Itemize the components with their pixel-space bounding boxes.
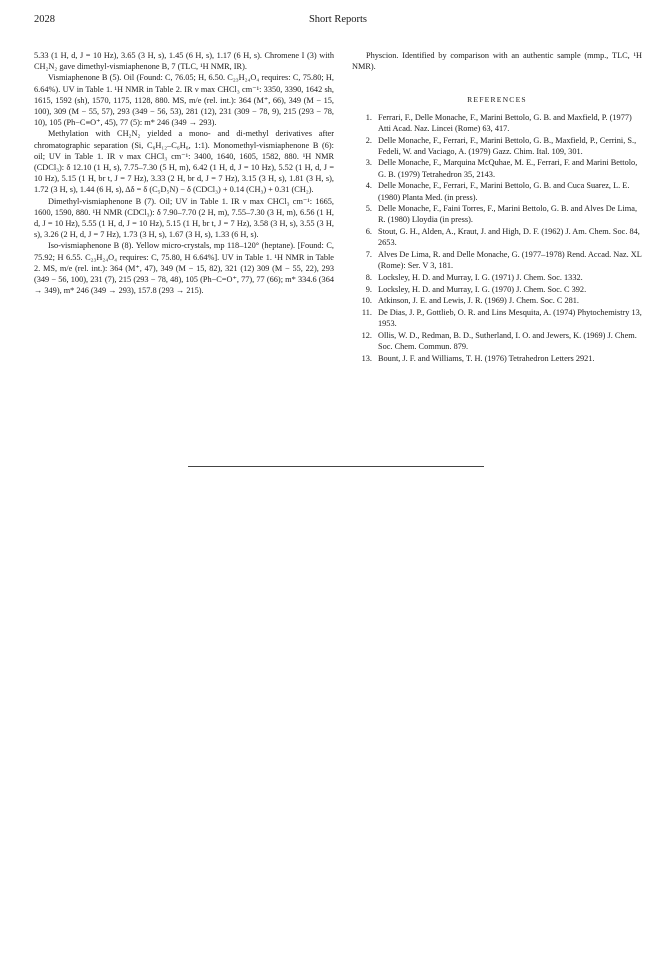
reference-text: Delle Monache, F., Marquina McQuhae, M. E., Ferrari, F. and Marini Bettolo, G. B. (1979) Tetrahedron 35, 2143. [378,158,638,179]
reference-item [352,272,642,283]
references-heading: REFERENCES [467,95,527,105]
paragraph-methylation: Methylation with CH₂N₂ yielded a mono- and di-methyl derivatives after chromatographic separation (Si, C₆H₁₂–C₆H₆, 1:1). Monomethyl-vismiaphenone B (6): oil; UV in Table 1. IR ν max CHCl₃ cm⁻¹: 3400, 1640, 1605, 1582, 880. ¹H NMR (CDCl₃): δ 12.10 (1 H, s), 7.75–7.30 (5 H, m), 6.42 (1 H, d, J = 10 Hz), 5.52 (1 H, d, J = 10 Hz), 5.15 (1 H, br t, J = 7 Hz), 3.33 (2 H, br d, J = 7 Hz), 3.15 (3 H, s), 1.81 (3 H, s), 1.72 (3 H, s), 1.44 (6 H, s), Δδ = δ (C₅D₅N) − δ (CDCl₃) + 0.14 (CH₃) + 0.31 (CH₂). [34,129,334,195]
reference-number: 11. [361,308,372,318]
reference-number: 10. [361,296,372,306]
left-column [34,50,334,296]
paragraph-physcion: Physcion. Identified by comparison with an authentic sample (mmp., TLC, ¹H NMR). [352,51,642,72]
reference-item [352,157,642,179]
reference-text: Ferrari, F., Delle Monache, F., Marini Bettolo, G. B. and Maxfield, P. (1977) Atti Acad. Naz. Lincei (Rome) 63, 417. [378,112,632,133]
reference-number: 5. [365,204,372,214]
reference-number: 3. [365,158,372,168]
reference-number: 9. [365,284,372,294]
reference-number: 13. [361,353,372,363]
reference-item [352,353,642,364]
right-column [352,50,642,365]
end-rule [188,466,484,467]
reference-text: Alves De Lima, R. and Delle Monache, G. (1977–1978) Rend. Accad. Naz. XL (Rome): Ser. V 3, 181. [378,250,642,271]
reference-item [352,226,642,248]
reference-text: Delle Monache, F., Ferrari, F., Marini Bettolo, G. B., Maxfield, P., Cerrini, S., Fedeli, W. and Vaciago, A. (1979) Gazz. Chim. Ital. 109, 301. [378,135,637,156]
reference-number: 4. [365,181,372,191]
reference-item [352,112,642,134]
reference-text: Stout, G. H., Alden, A., Kraut, J. and High, D. F. (1962) J. Am. Chem. Soc. 84, 2653. [378,227,640,248]
paragraph-dimethyl-vismiaphenone: Dimethyl-vismiaphenone B (7). Oil; UV in Table 1. IR ν max CHCl₃ cm⁻¹: 1665, 1600, 1590, 880. ¹H NMR (CDCl₃): δ 7.90–7.70 (2 H, m), 7.55–7.30 (3 H, m), 6.56 (1 H, d, J = 10 Hz), 5.55 (1 H, d, J = 10 Hz), 5.15 (1 H, br t, J = 7 Hz), 3.58 (3 H, s), 3.55 (3 H, s), 3.26 (2 H, d, J = 7 Hz), 1.73 (3 H, s), 1.67 (3 H, s), 1.33 (6 H, s). [34,196,334,240]
reference-number: 7. [365,250,372,260]
reference-text: Ollis, W. D., Redman, B. D., Sutherland, I. O. and Jewers, K. (1969) J. Chem. Soc. Chem. Commun. 879. [378,330,637,352]
reference-item [352,249,642,271]
reference-number: 8. [365,272,372,282]
reference-text: Atkinson, J. E. and Lewis, J. R. (1969) J. Chem. Soc. C 281. [378,296,579,306]
reference-item [352,330,642,352]
reference-item [352,295,642,306]
page-header [34,14,642,30]
reference-text: Delle Monache, F., Ferrari, F., Marini Bettolo, G. B. and Cuca Suarez, L. E. (1980) Planta Med. (in press). [378,181,630,202]
reference-text: Locksley, H. D. and Murray, I. G. (1971) J. Chem. Soc. 1332. [378,272,583,282]
references-list [352,112,642,364]
reference-text: Delle Monache, F., Faini Torres, F., Marini Bettolo, G. B. and Alves De Lima, R. (1980) Lloydia (in press). [378,204,638,225]
reference-text: Locksley, H. D. and Murray, I. G. (1970) J. Chem. Soc. C 392. [378,284,587,294]
paragraph-chromene: 5.33 (1 H, d, J = 10 Hz), 3.65 (3 H, s), 1.45 (6 H, s), 1.17 (6 H, s). Chromene I (3) with CH₂N₂ gave dimethyl-vismiaphenone B, 7 (TLC, ¹H NMR, IR). [34,51,334,72]
reference-text: De Dias, J. P., Gottlieb, O. R. and Lins Mesquita, A. (1974) Phytochemistry 13, 1953. [378,308,642,329]
paragraph-vismiaphenone-b: Vismiaphenone B (5). Oil (Found: C, 76.05; H, 6.50. C₂₃H₂₄O₄ requires: C, 75.80; H, 6.64%). UV in Table 1. ¹H NMR in Table 2. IR ν max CHCl₃ cm⁻¹: 3350, 3390, 1642 sh, 1615, 1592 (sh), 1570, 1175, 1128, 880. MS, m/e (rel. int.): 364 (M⁺, 66), 349 (M − 15, 100), 309 (M − 55, 57), 293 (349 − 56, 53), 281 (12), 231 (309 − 78, 9), 215 (293 − 78, 10), 105 (Ph−C≡O⁺, 45), 77 (5): m* 246 (349 → 293). [34,73,334,128]
running-title: Short Reports [308,14,368,25]
reference-number: 12. [361,330,372,340]
paragraph-iso-vismiaphenone: Iso-vismiaphenone B (8). Yellow micro-crystals, mp 118–120° (heptane). [Found: C, 75.92; H 6.55. C₂₃H₂₄O₄ requires: C, 75.80, H 6.64%]. UV in Table 1. ¹H NMR in Table 2. MS, m/e (rel. int.): 364 (M⁺, 47), 349 (M − 15, 82), 321 (12) 309 (M − 55, 22), 293 (349 − 56, 100), 231 (7), 215 (293 − 78, 48), 105 (Ph−C=O⁺, 77), 77 (66); m* 334.6 (364 → 349), m* 246 (349 → 293), 157.8 (293 → 215). [34,241,334,296]
reference-number: 1. [365,112,372,122]
page-number: 2028 [34,14,55,25]
reference-item [352,180,642,202]
reference-number: 6. [365,227,372,237]
reference-text: Bount, J. F. and Williams, T. H. (1976) Tetrahedron Letters 2921. [378,353,595,363]
reference-number: 2. [365,135,372,145]
reference-item [352,284,642,295]
reference-item [352,307,642,329]
reference-item [352,135,642,157]
reference-item [352,203,642,225]
